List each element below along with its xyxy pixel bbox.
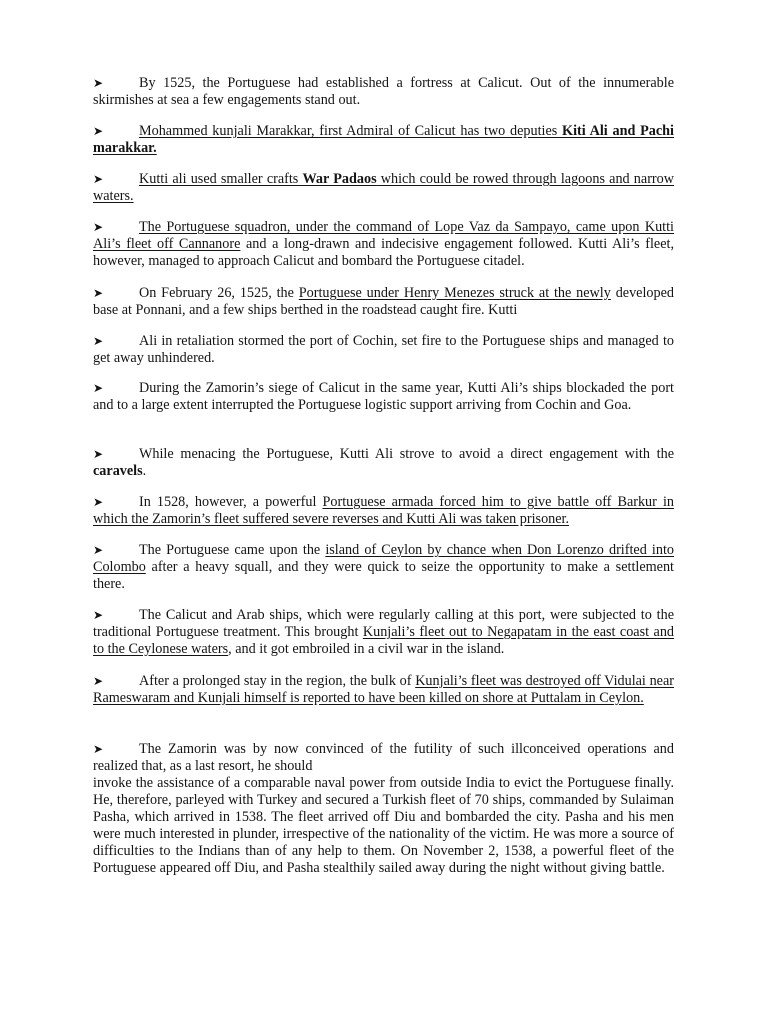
text-run: War Padaos (302, 171, 377, 187)
text-run: The Portuguese came upon the (139, 542, 326, 558)
paragraph-4 (93, 219, 674, 270)
paragraph-13 (93, 741, 674, 877)
text-run: which could be rowed through lagoons and narrow waters. (93, 171, 674, 204)
text-run: Ali in retaliation stormed the port of Cochin, set fire to the Portuguese ships and managed to get away unhindered. (93, 333, 674, 366)
bullet-arrow-icon: ➤ (93, 381, 104, 395)
text-run: after a heavy squall, and they were quick to seize the opportunity to make a settlement there. (93, 559, 674, 592)
text-run: During the Zamorin’s siege of Calicut in the same year, Kutti Ali’s ships blockaded the port and to a large extent interrupted the Portuguese logistic support arriving from Cochin and Goa. (93, 380, 674, 413)
bullet-arrow-icon: ➤ (93, 608, 104, 622)
paragraph-12 (93, 673, 674, 707)
paragraph-2 (93, 123, 674, 157)
bullet-arrow-icon: ➤ (93, 447, 104, 461)
bullet-arrow-icon: ➤ (93, 124, 104, 138)
text-run: By 1525, the Portuguese had established a fortress at Calicut. Out of the innumerable skirmishes at sea a few engagements stand out. (93, 75, 674, 108)
bullet-arrow-icon: ➤ (93, 334, 104, 348)
text-run: After a prolonged stay in the region, the bulk of (139, 673, 416, 689)
text-run: On February 26, 1525, the (139, 285, 299, 301)
bullet-arrow-icon: ➤ (93, 220, 104, 234)
bullet-arrow-icon: ➤ (93, 742, 104, 756)
bullet-arrow-icon: ➤ (93, 76, 104, 90)
paragraph-11 (93, 607, 674, 658)
bullet-arrow-icon: ➤ (93, 495, 104, 509)
bullet-arrow-icon: ➤ (93, 674, 104, 688)
text-run: developed base at Ponnani, and a few ships berthed in the roadstead caught fire. Kutti (93, 285, 674, 318)
text-run: Mohammed kunjali Marakkar, first Admiral of Calicut has two deputies (139, 123, 563, 139)
text-run: , and it got embroiled in a civil war in the island. (228, 641, 505, 657)
text-run: Kiti Ali and Pachi marakkar. (93, 123, 674, 156)
paragraph-3 (93, 171, 674, 205)
bullet-arrow-icon: ➤ (93, 543, 104, 557)
text-run: Portuguese armada forced him to give battle off Barkur in which the Zamorin’s fleet suffered severe reverses and Kutti Ali was taken prisoner. (93, 494, 674, 527)
text-run: The Portuguese squadron, under the command of Lope Vaz da Sampayo, came upon Kutti Ali’s fleet off Cannanore (93, 219, 674, 252)
paragraph-8 (93, 446, 674, 480)
bullet-arrow-icon: ➤ (93, 172, 104, 186)
paragraph-10 (93, 542, 674, 593)
text-run: Kunjali’s fleet was destroyed off Vidulai near Rameswaram and Kunjali himself is reported to have been killed on shore at Puttalam in Ceylon. (93, 673, 674, 706)
text-run: and a long-drawn and indecisive engagement followed. Kutti Ali’s fleet, however, managed to approach Calicut and bombard the Portuguese citadel. (93, 236, 674, 269)
paragraph-6 (93, 333, 674, 367)
bullet-arrow-icon: ➤ (93, 286, 104, 300)
text-run: island of Ceylon by chance when Don Lorenzo drifted into Colombo (93, 542, 674, 575)
paragraph-1 (93, 75, 674, 109)
text-run: While menacing the Portuguese, Kutti Ali strove to avoid a direct engagement with the (139, 446, 674, 462)
text-run: Kunjali’s fleet out to Negapatam in the east coast and to the Ceylonese waters (93, 624, 675, 657)
paragraph-7 (93, 380, 674, 414)
text-run: Portuguese under Henry Menezes struck at the newly (298, 285, 611, 301)
text-run: The Zamorin was by now convinced of the futility of such illconceived operations and realized that, as a last resort, he should (93, 741, 674, 774)
text-run: Kutti ali used smaller crafts (139, 171, 303, 187)
paragraph-9 (93, 494, 674, 528)
paragraph-5 (93, 285, 674, 319)
text-run: In 1528, however, a powerful (139, 494, 323, 510)
text-run: The Calicut and Arab ships, which were regularly calling at this port, were subjected to the traditional Portuguese treatment. This brought (93, 607, 674, 640)
paragraph-continuation: invoke the assistance of a comparable naval power from outside India to evict the Portuguese finally. He, therefore, parleyed with Turkey and secured a Turkish fleet of 70 ships, commanded by Sulaiman Pasha, which arrived in 1538. The fleet arrived off Diu and bombarded the city. Pasha and his men were much interested in plunder, irrespective of the nationality of the victim. He was more a source of difficulties to the Indians than of any help to them. On November 2, 1538, a powerful fleet of the Portuguese appeared off Diu, and Pasha stealthily sailed away during the night without giving battle. (93, 775, 674, 876)
text-run: caravels (93, 463, 143, 479)
text-run: . (142, 463, 147, 479)
